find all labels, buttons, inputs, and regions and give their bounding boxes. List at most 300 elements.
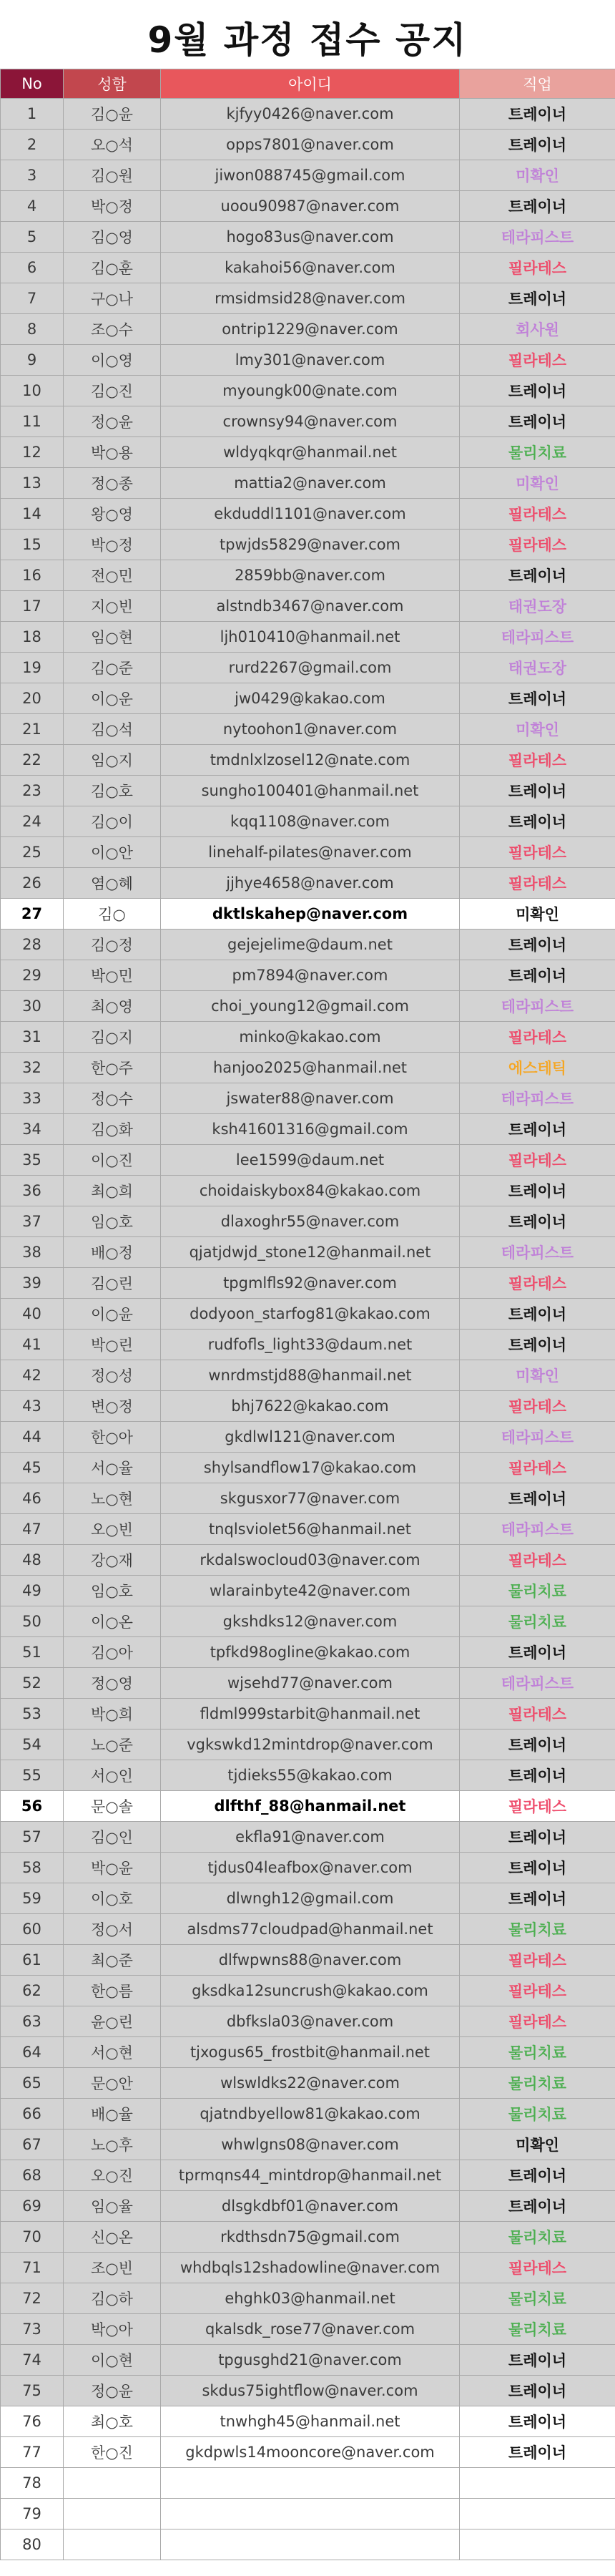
- row-number: 72: [1, 2283, 64, 2314]
- row-job: 트레이너: [460, 1299, 615, 1330]
- row-number: 30: [1, 991, 64, 1022]
- row-number: 6: [1, 253, 64, 283]
- row-job: 미확인: [460, 2129, 615, 2160]
- table-row: [1, 1022, 615, 1053]
- row-name: 김○화: [64, 1114, 161, 1145]
- row-job: 물리치료: [460, 1576, 615, 1606]
- row-id: ljh010410@hanmail.net: [161, 622, 460, 653]
- row-number: 59: [1, 1883, 64, 1914]
- row-id: [161, 2529, 460, 2560]
- row-name: 박○민: [64, 960, 161, 991]
- header-no: No: [1, 69, 64, 99]
- row-id: linehalf-pilates@naver.com: [161, 837, 460, 868]
- row-job: 필라테스: [460, 1699, 615, 1729]
- table-row: [1, 1606, 615, 1637]
- table-row: [1, 2314, 615, 2345]
- table-row: [1, 1483, 615, 1514]
- row-number: 31: [1, 1022, 64, 1053]
- row-name: 김○윤: [64, 99, 161, 130]
- row-job: 미확인: [460, 899, 615, 930]
- row-id: nytoohon1@naver.com: [161, 714, 460, 745]
- row-name: 임○호: [64, 1576, 161, 1606]
- row-number: 80: [1, 2529, 64, 2560]
- table-row: [1, 1791, 615, 1822]
- row-id: qkalsdk_rose77@naver.com: [161, 2314, 460, 2345]
- row-job: 물리치료: [460, 1606, 615, 1637]
- row-job: 물리치료: [460, 437, 615, 468]
- table-row: [1, 714, 615, 745]
- row-number: 20: [1, 683, 64, 714]
- row-job: 트레이너: [460, 806, 615, 837]
- row-id: tjxogus65_frostbit@hanmail.net: [161, 2037, 460, 2068]
- row-name: 변○정: [64, 1391, 161, 1422]
- row-number: 46: [1, 1483, 64, 1514]
- row-number: 19: [1, 653, 64, 683]
- row-number: 16: [1, 560, 64, 591]
- row-name: [64, 2529, 161, 2560]
- row-number: 49: [1, 1576, 64, 1606]
- row-id: choi_young12@gmail.com: [161, 991, 460, 1022]
- row-number: 41: [1, 1330, 64, 1360]
- table-row: [1, 1545, 615, 1576]
- table-row: [1, 2253, 615, 2283]
- row-id: dlsgkdbf01@naver.com: [161, 2191, 460, 2222]
- row-job: 트레이너: [460, 1883, 615, 1914]
- header-name: 성함: [64, 69, 161, 99]
- row-name: 김○호: [64, 776, 161, 806]
- row-name: 강○재: [64, 1545, 161, 1576]
- row-number: 70: [1, 2222, 64, 2253]
- row-id: tnqlsviolet56@hanmail.net: [161, 1514, 460, 1545]
- row-name: 박○윤: [64, 1853, 161, 1883]
- row-job: 태권도장: [460, 591, 615, 622]
- table-row: [1, 1822, 615, 1853]
- row-number: 37: [1, 1206, 64, 1237]
- row-job: 트레이너: [460, 1206, 615, 1237]
- row-id: ekfla91@naver.com: [161, 1822, 460, 1853]
- row-number: 11: [1, 406, 64, 437]
- row-job: 필라테스: [460, 1022, 615, 1053]
- row-number: 63: [1, 2006, 64, 2037]
- row-job: 필라테스: [460, 1976, 615, 2006]
- row-number: 4: [1, 191, 64, 222]
- row-id: gkshdks12@naver.com: [161, 1606, 460, 1637]
- row-number: 43: [1, 1391, 64, 1422]
- row-name: 오○진: [64, 2160, 161, 2191]
- row-number: 71: [1, 2253, 64, 2283]
- table-row: [1, 1422, 615, 1453]
- row-id: dlaxoghr55@naver.com: [161, 1206, 460, 1237]
- row-number: 44: [1, 1422, 64, 1453]
- row-id: choidaiskybox84@kakao.com: [161, 1176, 460, 1206]
- table-row: [1, 2437, 615, 2468]
- row-id: skgusxor77@naver.com: [161, 1483, 460, 1514]
- row-number: 76: [1, 2406, 64, 2437]
- row-number: 52: [1, 1668, 64, 1699]
- row-job: 트레이너: [460, 2345, 615, 2376]
- row-name: 윤○린: [64, 2006, 161, 2037]
- table-row: [1, 1514, 615, 1545]
- table-row: [1, 530, 615, 560]
- table-row: [1, 776, 615, 806]
- row-id: tprmqns44_mintdrop@hanmail.net: [161, 2160, 460, 2191]
- row-job: 필라테스: [460, 499, 615, 530]
- row-job: 트레이너: [460, 2406, 615, 2437]
- row-id: gksdka12suncrush@kakao.com: [161, 1976, 460, 2006]
- row-number: 2: [1, 130, 64, 160]
- row-job: 트레이너: [460, 99, 615, 130]
- row-number: 73: [1, 2314, 64, 2345]
- row-id: kakahoi56@naver.com: [161, 253, 460, 283]
- row-number: 40: [1, 1299, 64, 1330]
- row-name: 한○진: [64, 2437, 161, 2468]
- row-name: 최○호: [64, 2406, 161, 2437]
- row-name: 한○아: [64, 1422, 161, 1453]
- row-number: 23: [1, 776, 64, 806]
- row-name: 김○이: [64, 806, 161, 837]
- row-number: 54: [1, 1729, 64, 1760]
- row-id: dlfthf_88@hanmail.net: [161, 1791, 460, 1822]
- row-id: tmdnlxlzosel12@nate.com: [161, 745, 460, 776]
- row-number: 60: [1, 1914, 64, 1945]
- row-id: fldml999starbit@hanmail.net: [161, 1699, 460, 1729]
- table-row: [1, 1668, 615, 1699]
- table-row: [1, 1083, 615, 1114]
- table-row: [1, 253, 615, 283]
- row-number: 29: [1, 960, 64, 991]
- row-job: 트레이너: [460, 683, 615, 714]
- row-id: dlfwpwns88@naver.com: [161, 1945, 460, 1976]
- row-id: wlswldks22@naver.com: [161, 2068, 460, 2099]
- row-number: 68: [1, 2160, 64, 2191]
- table-row: [1, 2222, 615, 2253]
- table-row: [1, 991, 615, 1022]
- row-job: 트레이너: [460, 560, 615, 591]
- row-id: tpgmlfls92@naver.com: [161, 1268, 460, 1299]
- row-name: 정○성: [64, 1360, 161, 1391]
- row-job: 물리치료: [460, 2222, 615, 2253]
- row-job: 트레이너: [460, 2376, 615, 2406]
- table-row: [1, 806, 615, 837]
- table-row: [1, 2006, 615, 2037]
- row-name: 김○: [64, 899, 161, 930]
- row-name: 최○준: [64, 1945, 161, 1976]
- table-row: [1, 437, 615, 468]
- row-job: 테라피스트: [460, 991, 615, 1022]
- row-name: 박○아: [64, 2314, 161, 2345]
- row-id: minko@kakao.com: [161, 1022, 460, 1053]
- row-name: 김○훈: [64, 253, 161, 283]
- row-id: gkdlwl121@naver.com: [161, 1422, 460, 1453]
- row-name: 임○율: [64, 2191, 161, 2222]
- row-job: 트레이너: [460, 2191, 615, 2222]
- row-number: 24: [1, 806, 64, 837]
- row-id: qjatndbyellow81@kakao.com: [161, 2099, 460, 2129]
- row-job: 트레이너: [460, 406, 615, 437]
- row-id: tjdus04leafbox@naver.com: [161, 1853, 460, 1883]
- row-job: 트레이너: [460, 1483, 615, 1514]
- table-row: [1, 2160, 615, 2191]
- row-number: 78: [1, 2468, 64, 2499]
- header-job: 직업: [460, 69, 615, 99]
- row-job: 트레이너: [460, 1822, 615, 1853]
- row-name: 이○운: [64, 683, 161, 714]
- table-row: [1, 2191, 615, 2222]
- row-id: ekduddl1101@naver.com: [161, 499, 460, 530]
- row-id: wlarainbyte42@naver.com: [161, 1576, 460, 1606]
- table-row: [1, 1637, 615, 1668]
- row-number: 22: [1, 745, 64, 776]
- table-row: [1, 899, 615, 930]
- row-job: 미확인: [460, 160, 615, 191]
- row-number: 25: [1, 837, 64, 868]
- table-row: [1, 2499, 615, 2529]
- row-job: 트레이너: [460, 2437, 615, 2468]
- row-id: lmy301@naver.com: [161, 345, 460, 376]
- row-name: 임○지: [64, 745, 161, 776]
- table-row: [1, 2099, 615, 2129]
- row-job: 물리치료: [460, 2099, 615, 2129]
- row-id: tpwjds5829@naver.com: [161, 530, 460, 560]
- row-job: 테라피스트: [460, 1514, 615, 1545]
- row-id: hogo83us@naver.com: [161, 222, 460, 253]
- row-job: [460, 2529, 615, 2560]
- row-id: alsdms77cloudpad@hanmail.net: [161, 1914, 460, 1945]
- row-job: 미확인: [460, 468, 615, 499]
- row-number: 50: [1, 1606, 64, 1637]
- row-job: 트레이너: [460, 191, 615, 222]
- table-header-row: [1, 69, 615, 99]
- row-name: 한○주: [64, 1053, 161, 1083]
- row-name: 문○솔: [64, 1791, 161, 1822]
- row-job: 트레이너: [460, 2160, 615, 2191]
- table-row: [1, 2345, 615, 2376]
- row-name: 서○인: [64, 1760, 161, 1791]
- table-row: [1, 1114, 615, 1145]
- row-id: jjhye4658@naver.com: [161, 868, 460, 899]
- row-name: 서○현: [64, 2037, 161, 2068]
- table-row: [1, 1576, 615, 1606]
- table-row: [1, 591, 615, 622]
- row-number: 17: [1, 591, 64, 622]
- row-id: gejejelime@daum.net: [161, 930, 460, 960]
- row-name: 조○빈: [64, 2253, 161, 2283]
- row-id: rkdthsdn75@gmail.com: [161, 2222, 460, 2253]
- row-name: 정○종: [64, 468, 161, 499]
- row-number: 53: [1, 1699, 64, 1729]
- row-id: shylsandflow17@kakao.com: [161, 1453, 460, 1483]
- table-row: [1, 2068, 615, 2099]
- row-number: 18: [1, 622, 64, 653]
- row-job: 필라테스: [460, 868, 615, 899]
- table-row: [1, 683, 615, 714]
- table-row: [1, 1976, 615, 2006]
- row-name: 정○서: [64, 1914, 161, 1945]
- header-id: 아이디: [161, 69, 460, 99]
- row-id: rudfofls_light33@daum.net: [161, 1330, 460, 1360]
- row-job: 트레이너: [460, 1176, 615, 1206]
- table-row: [1, 406, 615, 437]
- row-name: 이○현: [64, 2345, 161, 2376]
- row-job: [460, 2499, 615, 2529]
- row-number: 67: [1, 2129, 64, 2160]
- table-row: [1, 1176, 615, 1206]
- row-id: myoungk00@nate.com: [161, 376, 460, 406]
- row-id: wldyqkqr@hanmail.net: [161, 437, 460, 468]
- table-row: [1, 868, 615, 899]
- row-id: opps7801@naver.com: [161, 130, 460, 160]
- registration-table: [0, 69, 615, 2560]
- row-number: 8: [1, 314, 64, 345]
- row-number: 9: [1, 345, 64, 376]
- row-name: 조○수: [64, 314, 161, 345]
- row-name: 김○정: [64, 930, 161, 960]
- row-id: ksh41601316@gmail.com: [161, 1114, 460, 1145]
- row-number: 42: [1, 1360, 64, 1391]
- row-name: 전○민: [64, 560, 161, 591]
- row-number: 57: [1, 1822, 64, 1853]
- row-job: 회사원: [460, 314, 615, 345]
- row-number: 13: [1, 468, 64, 499]
- row-id: 2859bb@naver.com: [161, 560, 460, 591]
- row-number: 45: [1, 1453, 64, 1483]
- row-job: 트레이너: [460, 1637, 615, 1668]
- row-name: 이○호: [64, 1883, 161, 1914]
- row-number: 7: [1, 283, 64, 314]
- row-id: ehghk03@hanmail.net: [161, 2283, 460, 2314]
- row-number: 10: [1, 376, 64, 406]
- table-row: [1, 345, 615, 376]
- row-number: 61: [1, 1945, 64, 1976]
- row-name: 이○윤: [64, 1299, 161, 1330]
- page-title: 9월 과정 접수 공지: [147, 19, 468, 61]
- table-row: [1, 1699, 615, 1729]
- row-id: crownsy94@naver.com: [161, 406, 460, 437]
- row-number: 77: [1, 2437, 64, 2468]
- row-name: 김○석: [64, 714, 161, 745]
- row-name: 문○안: [64, 2068, 161, 2099]
- row-name: 이○영: [64, 345, 161, 376]
- row-name: 한○름: [64, 1976, 161, 2006]
- row-name: 서○율: [64, 1453, 161, 1483]
- row-job: 트레이너: [460, 1853, 615, 1883]
- table-row: [1, 2037, 615, 2068]
- row-job: 테라피스트: [460, 1083, 615, 1114]
- row-number: 1: [1, 99, 64, 130]
- table-row: [1, 1853, 615, 1883]
- table-row: [1, 160, 615, 191]
- row-number: 74: [1, 2345, 64, 2376]
- table-row: [1, 1145, 615, 1176]
- row-number: 69: [1, 2191, 64, 2222]
- row-number: 35: [1, 1145, 64, 1176]
- row-number: 58: [1, 1853, 64, 1883]
- table-row: [1, 837, 615, 868]
- row-number: 5: [1, 222, 64, 253]
- row-id: rkdalswocloud03@naver.com: [161, 1545, 460, 1576]
- row-name: 정○윤: [64, 406, 161, 437]
- row-job: 물리치료: [460, 1914, 615, 1945]
- row-name: 왕○영: [64, 499, 161, 530]
- row-name: 임○현: [64, 622, 161, 653]
- row-job: 필라테스: [460, 1453, 615, 1483]
- row-name: 정○수: [64, 1083, 161, 1114]
- row-name: 배○율: [64, 2099, 161, 2129]
- row-id: jw0429@kakao.com: [161, 683, 460, 714]
- table-row: [1, 1883, 615, 1914]
- table-row: [1, 1453, 615, 1483]
- row-name: 박○희: [64, 1699, 161, 1729]
- row-job: 트레이너: [460, 1760, 615, 1791]
- table-row: [1, 1237, 615, 1268]
- row-id: lee1599@daum.net: [161, 1145, 460, 1176]
- row-name: 이○진: [64, 1145, 161, 1176]
- row-name: 신○온: [64, 2222, 161, 2253]
- table-row: [1, 1053, 615, 1083]
- table-row: [1, 1914, 615, 1945]
- table-row: [1, 930, 615, 960]
- row-name: 노○후: [64, 2129, 161, 2160]
- row-name: 김○아: [64, 1637, 161, 1668]
- row-job: 테라피스트: [460, 1668, 615, 1699]
- row-job: 트레이너: [460, 1729, 615, 1760]
- row-name: 오○빈: [64, 1514, 161, 1545]
- row-name: 정○영: [64, 1668, 161, 1699]
- row-name: [64, 2468, 161, 2499]
- row-id: kjfyy0426@naver.com: [161, 99, 460, 130]
- row-number: 39: [1, 1268, 64, 1299]
- table-row: [1, 499, 615, 530]
- row-job: 필라테스: [460, 1545, 615, 1576]
- row-id: [161, 2468, 460, 2499]
- table-row: [1, 560, 615, 591]
- row-number: 27: [1, 899, 64, 930]
- row-id: mattia2@naver.com: [161, 468, 460, 499]
- row-id: hanjoo2025@hanmail.net: [161, 1053, 460, 1083]
- row-name: [64, 2499, 161, 2529]
- row-job: 트레이너: [460, 776, 615, 806]
- row-job: 테라피스트: [460, 1422, 615, 1453]
- row-id: dbfksla03@naver.com: [161, 2006, 460, 2037]
- row-job: 트레이너: [460, 130, 615, 160]
- row-id: whdbqls12shadowline@naver.com: [161, 2253, 460, 2283]
- row-job: 트레이너: [460, 930, 615, 960]
- row-number: 14: [1, 499, 64, 530]
- table-row: [1, 1330, 615, 1360]
- row-name: 김○인: [64, 1822, 161, 1853]
- row-id: dktlskahep@naver.com: [161, 899, 460, 930]
- row-job: 미확인: [460, 714, 615, 745]
- table-row: [1, 622, 615, 653]
- table-row: [1, 283, 615, 314]
- row-job: [460, 2468, 615, 2499]
- table-row: [1, 1299, 615, 1330]
- row-id: kqq1108@naver.com: [161, 806, 460, 837]
- row-id: rmsidmsid28@naver.com: [161, 283, 460, 314]
- row-number: 65: [1, 2068, 64, 2099]
- row-name: 최○영: [64, 991, 161, 1022]
- row-number: 62: [1, 1976, 64, 2006]
- row-job: 물리치료: [460, 2283, 615, 2314]
- row-name: 김○준: [64, 653, 161, 683]
- table-row: [1, 222, 615, 253]
- row-name: 정○윤: [64, 2376, 161, 2406]
- row-id: gkdpwls14mooncore@naver.com: [161, 2437, 460, 2468]
- row-name: 임○호: [64, 1206, 161, 1237]
- table-row: [1, 99, 615, 130]
- row-name: 이○온: [64, 1606, 161, 1637]
- table-row: [1, 745, 615, 776]
